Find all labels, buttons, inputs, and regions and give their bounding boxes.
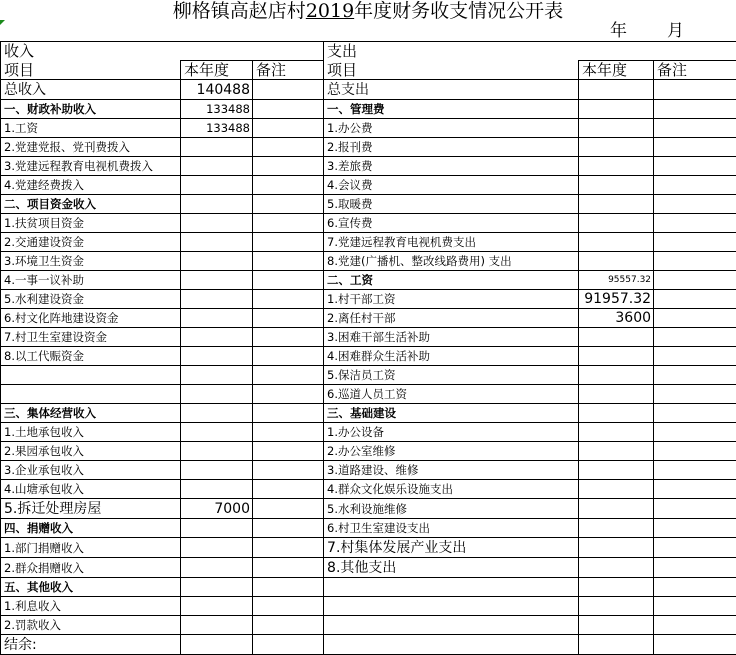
table-row — [1, 309, 736, 328]
income-note-cell — [253, 578, 324, 597]
expense-amount-cell — [579, 538, 654, 558]
expense-note-cell — [654, 635, 736, 655]
expense-amount-header: 本年度 — [579, 61, 654, 80]
income-item-cell: 4.山塘承包收入 — [1, 480, 181, 499]
expense-amount-cell: 95557.32 — [579, 271, 654, 290]
expense-item-cell: 5.取暖费 — [324, 195, 579, 214]
expense-note-cell — [654, 80, 736, 100]
income-item-cell: 8.以工代赈资金 — [1, 347, 181, 366]
income-amount-cell — [181, 366, 253, 385]
income-item-cell: 1.土地承包收入 — [1, 423, 181, 442]
income-amount-cell — [181, 480, 253, 499]
table-row — [1, 80, 736, 100]
expense-note-cell — [654, 271, 736, 290]
expense-note-cell — [654, 597, 736, 616]
table-row — [1, 578, 736, 597]
table-row — [1, 252, 736, 271]
expense-item-cell: 3.差旅费 — [324, 157, 579, 176]
table-row — [1, 635, 736, 655]
expense-note-cell — [654, 578, 736, 597]
income-note-cell — [253, 100, 324, 119]
expense-amount-cell — [579, 597, 654, 616]
expense-item-cell: 6.村卫生室建设支出 — [324, 519, 579, 538]
income-amount-cell — [181, 157, 253, 176]
expense-amount-cell — [579, 176, 654, 195]
expense-note-cell — [654, 252, 736, 271]
income-amount-cell — [181, 442, 253, 461]
expense-amount-cell — [579, 578, 654, 597]
income-amount-cell: 7000 — [181, 499, 253, 519]
income-item-cell: 四、捐赠收入 — [1, 519, 181, 538]
income-note-cell — [253, 385, 324, 404]
expense-item-cell: 8.党建(广播机、整改线路费用) 支出 — [324, 252, 579, 271]
table-row — [1, 328, 736, 347]
income-amount-cell: 133488 — [181, 119, 253, 138]
expense-amount-cell — [579, 252, 654, 271]
income-item-cell: 三、集体经营收入 — [1, 404, 181, 423]
expense-note-cell — [654, 290, 736, 309]
expense-item-cell: 二、工资 — [324, 271, 579, 290]
income-note-cell — [253, 519, 324, 538]
expense-item-cell: 总支出 — [324, 80, 579, 100]
expense-item-cell: 2.报刊费 — [324, 138, 579, 157]
expense-note-cell — [654, 328, 736, 347]
expense-amount-cell — [579, 366, 654, 385]
expense-note-cell — [654, 519, 736, 538]
table-row — [1, 385, 736, 404]
table-row — [1, 519, 736, 538]
income-amount-cell — [181, 347, 253, 366]
income-item-cell: 4.党建经费拨入 — [1, 176, 181, 195]
expense-note-cell — [654, 461, 736, 480]
table-row — [1, 499, 736, 519]
date-line — [548, 20, 684, 42]
expense-item-cell: 4.困难群众生活补助 — [324, 347, 579, 366]
income-item-cell: 2.罚款收入 — [1, 616, 181, 635]
income-item-cell: 一、财政补助收入 — [1, 100, 181, 119]
income-note-cell — [253, 328, 324, 347]
expense-amount-cell — [579, 80, 654, 100]
income-item-cell: 7.村卫生室建设资金 — [1, 328, 181, 347]
table-row — [1, 119, 736, 138]
income-note-cell — [253, 271, 324, 290]
income-item-cell: 1.利息收入 — [1, 597, 181, 616]
income-amount-cell — [181, 138, 253, 157]
expense-item-cell: 4.会议费 — [324, 176, 579, 195]
expense-note-cell — [654, 558, 736, 578]
expense-item-cell — [324, 597, 579, 616]
income-item-cell: 3.党建远程教育电视机费拨入 — [1, 157, 181, 176]
income-item-cell: 2.党建党报、党刊费拨入 — [1, 138, 181, 157]
expense-amount-cell — [579, 461, 654, 480]
expense-amount-cell — [579, 214, 654, 233]
expense-amount-cell — [579, 385, 654, 404]
income-amount-cell: 140488 — [181, 80, 253, 100]
expense-item-cell — [324, 616, 579, 635]
income-amount-cell — [181, 616, 253, 635]
income-amount-header: 本年度 — [181, 61, 253, 80]
income-item-cell: 二、项目资金收入 — [1, 195, 181, 214]
table-row — [1, 347, 736, 366]
expense-item-header: 项目 — [324, 61, 579, 80]
expense-amount-cell — [579, 519, 654, 538]
expense-item-cell: 6.宣传费 — [324, 214, 579, 233]
expense-item-cell: 7.村集体发展产业支出 — [324, 538, 579, 558]
income-section-header: 收入 — [1, 42, 324, 61]
expense-amount-cell — [579, 195, 654, 214]
expense-item-cell: 5.水利设施维修 — [324, 499, 579, 519]
table-row — [1, 233, 736, 252]
expense-note-cell — [654, 138, 736, 157]
income-amount-cell — [181, 423, 253, 442]
expense-amount-cell — [579, 119, 654, 138]
expense-item-cell: 1.办公设备 — [324, 423, 579, 442]
expense-amount-cell — [579, 499, 654, 519]
income-item-cell: 3.企业承包收入 — [1, 461, 181, 480]
table-row — [1, 442, 736, 461]
expense-amount-cell — [579, 233, 654, 252]
table-row — [1, 195, 736, 214]
expense-amount-cell — [579, 442, 654, 461]
expense-note-cell — [654, 195, 736, 214]
year-blank — [548, 25, 608, 42]
income-amount-cell — [181, 404, 253, 423]
income-note-cell — [253, 252, 324, 271]
expense-item-cell — [324, 635, 579, 655]
table-row — [1, 480, 736, 499]
expense-amount-cell — [579, 558, 654, 578]
expense-note-cell — [654, 214, 736, 233]
income-note-cell — [253, 309, 324, 328]
income-note-cell — [253, 558, 324, 578]
income-note-cell — [253, 366, 324, 385]
income-note-cell — [253, 157, 324, 176]
income-item-cell — [1, 366, 181, 385]
income-note-header: 备注 — [253, 61, 324, 80]
expense-amount-cell — [579, 157, 654, 176]
income-amount-cell — [181, 538, 253, 558]
expense-item-cell: 3.道路建设、维修 — [324, 461, 579, 480]
income-note-cell — [253, 480, 324, 499]
income-note-cell — [253, 176, 324, 195]
expense-note-cell — [654, 366, 736, 385]
income-item-cell: 5.拆迁处理房屋 — [1, 499, 181, 519]
table-row — [1, 100, 736, 119]
income-note-cell — [253, 442, 324, 461]
income-note-cell — [253, 597, 324, 616]
table-row — [1, 423, 736, 442]
income-note-cell — [253, 119, 324, 138]
expense-note-cell — [654, 616, 736, 635]
expense-note-cell — [654, 538, 736, 558]
expense-item-cell: 一、管理费 — [324, 100, 579, 119]
income-amount-cell — [181, 385, 253, 404]
income-note-cell — [253, 233, 324, 252]
finance-table — [0, 41, 736, 655]
income-amount-cell — [181, 328, 253, 347]
expense-amount-cell — [579, 404, 654, 423]
income-note-cell — [253, 616, 324, 635]
income-amount-cell — [181, 309, 253, 328]
income-note-cell — [253, 423, 324, 442]
expense-note-cell — [654, 347, 736, 366]
income-amount-cell — [181, 519, 253, 538]
income-amount-cell — [181, 290, 253, 309]
expense-amount-cell: 91957.32 — [579, 290, 654, 309]
table-row — [1, 157, 736, 176]
month-label: 月 — [667, 21, 684, 41]
expense-amount-cell — [579, 347, 654, 366]
expense-note-cell — [654, 404, 736, 423]
income-note-cell — [253, 80, 324, 100]
page-title: 柳格镇高赵店村2019年度财务收支情况公开表 — [0, 0, 736, 22]
expense-item-cell — [324, 578, 579, 597]
expense-note-cell — [654, 480, 736, 499]
expense-note-cell — [654, 100, 736, 119]
income-amount-cell — [181, 233, 253, 252]
expense-note-header: 备注 — [654, 61, 736, 80]
income-item-cell: 5.水利建设资金 — [1, 290, 181, 309]
income-item-cell: 2.交通建设资金 — [1, 233, 181, 252]
table-row — [1, 176, 736, 195]
income-item-cell: 1.部门捐赠收入 — [1, 538, 181, 558]
expense-item-cell: 7.党建远程教育电视机费支出 — [324, 233, 579, 252]
income-note-cell — [253, 347, 324, 366]
table-row — [1, 404, 736, 423]
table-row — [1, 366, 736, 385]
income-amount-cell — [181, 578, 253, 597]
expense-amount-cell — [579, 423, 654, 442]
table-row — [1, 461, 736, 480]
expense-note-cell — [654, 157, 736, 176]
expense-section-header: 支出 — [324, 42, 736, 61]
expense-item-cell: 5.保洁员工资 — [324, 366, 579, 385]
expense-note-cell — [654, 423, 736, 442]
expense-item-cell: 1.村干部工资 — [324, 290, 579, 309]
expense-amount-cell — [579, 635, 654, 655]
income-note-cell — [253, 195, 324, 214]
table-row — [1, 290, 736, 309]
title-year: 2019 — [306, 0, 354, 22]
income-note-cell — [253, 214, 324, 233]
expense-item-cell: 3.困难干部生活补助 — [324, 328, 579, 347]
expense-amount-cell — [579, 480, 654, 499]
income-note-cell — [253, 499, 324, 519]
income-item-cell: 总收入 — [1, 80, 181, 100]
income-note-cell — [253, 538, 324, 558]
income-item-cell: 3.环境卫生资金 — [1, 252, 181, 271]
income-item-cell: 2.群众捐赠收入 — [1, 558, 181, 578]
income-item-cell: 6.村文化阵地建设资金 — [1, 309, 181, 328]
year-label: 年 — [610, 21, 627, 41]
expense-item-cell: 6.巡道人员工资 — [324, 385, 579, 404]
table-row — [1, 538, 736, 558]
income-amount-cell: 133488 — [181, 100, 253, 119]
expense-item-cell: 三、基础建设 — [324, 404, 579, 423]
expense-note-cell — [654, 309, 736, 328]
income-amount-cell — [181, 271, 253, 290]
income-item-cell: 结余: — [1, 635, 181, 655]
expense-note-cell — [654, 385, 736, 404]
expense-item-cell: 8.其他支出 — [324, 558, 579, 578]
expense-amount-cell — [579, 100, 654, 119]
table-row — [1, 597, 736, 616]
income-item-cell: 1.扶贫项目资金 — [1, 214, 181, 233]
expense-amount-cell — [579, 138, 654, 157]
expense-note-cell — [654, 119, 736, 138]
table-row — [1, 138, 736, 157]
expense-note-cell — [654, 442, 736, 461]
expense-amount-cell: 3600 — [579, 309, 654, 328]
income-item-cell: 1.工资 — [1, 119, 181, 138]
expense-amount-cell — [579, 328, 654, 347]
income-item-cell: 2.果园承包收入 — [1, 442, 181, 461]
income-amount-cell — [181, 461, 253, 480]
income-amount-cell — [181, 176, 253, 195]
expense-item-cell: 2.办公室维修 — [324, 442, 579, 461]
expense-amount-cell — [579, 616, 654, 635]
expense-note-cell — [654, 176, 736, 195]
income-amount-cell — [181, 597, 253, 616]
income-item-cell: 五、其他收入 — [1, 578, 181, 597]
expense-note-cell — [654, 499, 736, 519]
income-amount-cell — [181, 635, 253, 655]
income-note-cell — [253, 635, 324, 655]
table-row — [1, 214, 736, 233]
income-item-header: 项目 — [1, 61, 181, 80]
expense-item-cell: 4.群众文化娱乐设施支出 — [324, 480, 579, 499]
table-row — [1, 271, 736, 290]
income-note-cell — [253, 404, 324, 423]
income-amount-cell — [181, 558, 253, 578]
table-row — [1, 558, 736, 578]
income-item-cell: 4.一事一议补助 — [1, 271, 181, 290]
income-note-cell — [253, 290, 324, 309]
income-note-cell — [253, 138, 324, 157]
table-row — [1, 616, 736, 635]
expense-note-cell — [654, 233, 736, 252]
income-note-cell — [253, 461, 324, 480]
income-amount-cell — [181, 195, 253, 214]
expense-item-cell: 2.离任村干部 — [324, 309, 579, 328]
expense-item-cell: 1.办公费 — [324, 119, 579, 138]
income-amount-cell — [181, 252, 253, 271]
income-amount-cell — [181, 214, 253, 233]
income-item-cell — [1, 385, 181, 404]
